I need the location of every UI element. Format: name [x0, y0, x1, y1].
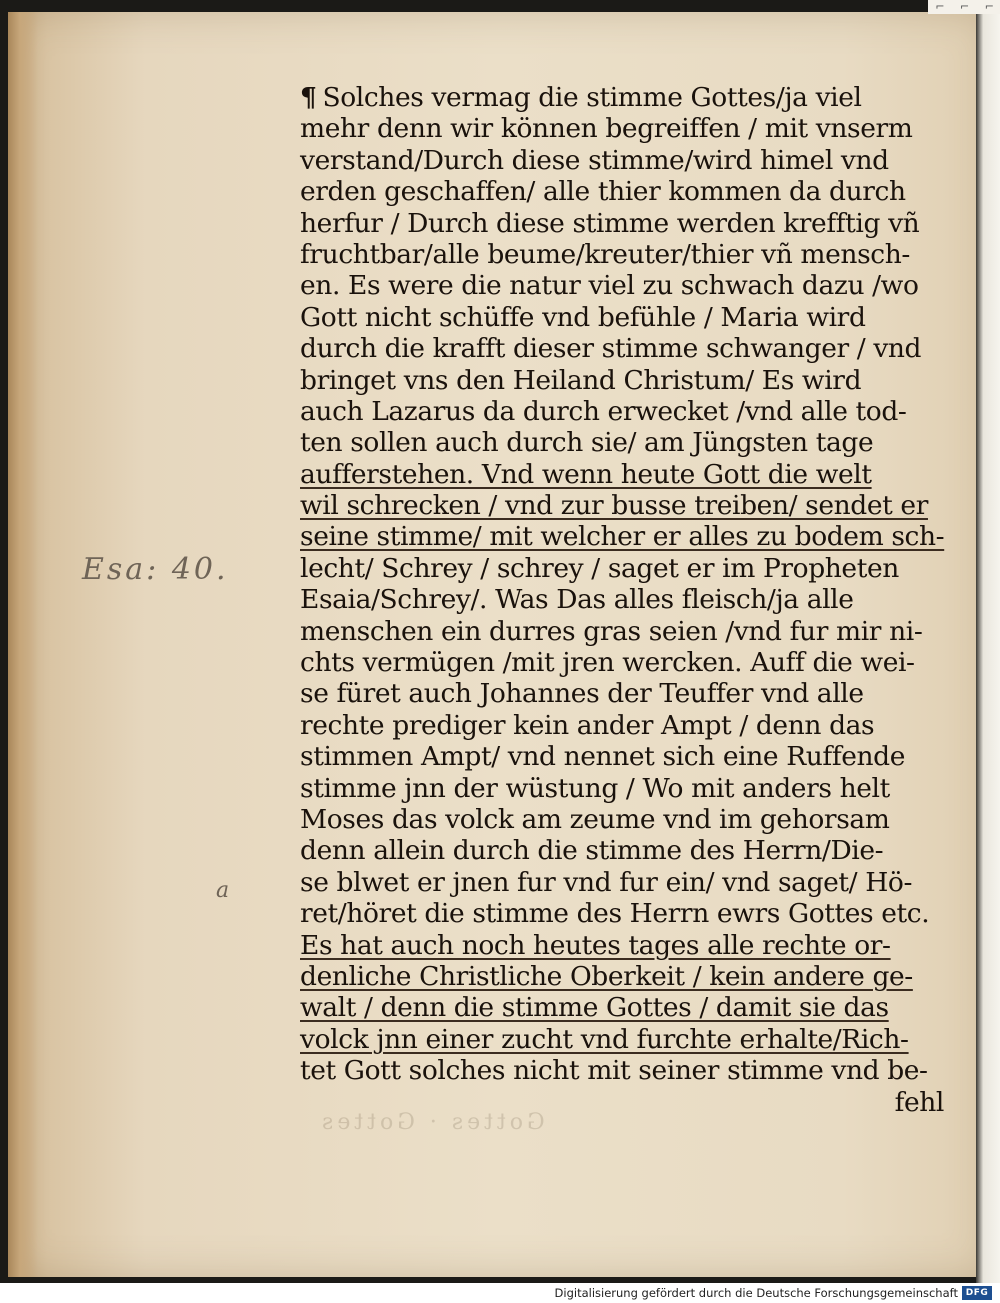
text-line: stimme jnn der wüstung / Wo mit anders helt	[300, 772, 890, 804]
catchword: fehl	[894, 1086, 944, 1118]
bleed-through-text: Gottes · Gottes	[318, 1110, 545, 1135]
text-line: ten sollen auch durch sie/ am Jüngsten tage	[300, 427, 874, 459]
text-line-underlined: wil schrecken / vnd zur busse treiben/ sendet er	[300, 490, 928, 522]
text-line-underlined: volck jnn einer zucht vnd furchte erhalte/Rich-	[300, 1023, 909, 1055]
text-line-underlined: aufferstehen. Vnd wenn heute Gott die welt	[300, 458, 872, 490]
margin-annotation: Esa: 40.	[82, 552, 229, 587]
text-line: durch die krafft dieser stimme schwanger / vnd	[300, 333, 922, 365]
scan-ruler-strip: ⌐ ⌐ ⌐	[928, 0, 1000, 14]
text-line: auch Lazarus da durch erwecket /vnd alle tod-	[300, 395, 907, 427]
text-line: stimmen Ampt/ vnd nennet sich eine Ruffende	[300, 741, 906, 773]
scan-edge-strip	[976, 14, 1000, 1283]
text-line: herfur / Durch diese stimme werden krefftig vñ	[300, 207, 920, 239]
text-line: en. Es were die natur viel zu schwach dazu /wo	[300, 270, 919, 302]
funding-credit: Digitalisierung gefördert durch die Deutsche Forschungsgemeinschaft	[554, 1286, 958, 1300]
text-line-underlined: Es hat auch noch heutes tages alle rechte or-	[300, 929, 891, 961]
page-gutter	[8, 12, 38, 1277]
text-line-underlined: denliche Christliche Oberkeit / kein andere ge-	[300, 960, 913, 992]
pilcrow-mark: ¶	[300, 82, 317, 113]
text-line: bringet vns den Heiland Christum/ Es wird	[300, 364, 862, 396]
text-line: Esaia/Schrey/. Was Das alles fleisch/ja alle	[300, 584, 854, 616]
text-line: rechte prediger kein ander Ampt / denn das	[300, 709, 875, 741]
margin-mark: a	[216, 878, 230, 903]
text-line-underlined: walt / denn die stimme Gottes / damit sie das	[300, 992, 889, 1024]
text-line: ret/höret die stimme des Herrn ewrs Gottes etc.	[300, 898, 930, 930]
text-line: se füret auch Johannes der Teuffer vnd alle	[300, 678, 864, 710]
dfg-logo-icon: DFG	[962, 1286, 992, 1300]
text-line: Gott nicht schüffe vnd befühle / Maria wird	[300, 301, 866, 333]
text-line: fruchtbar/alle beume/kreuter/thier vñ mensch-	[300, 238, 910, 270]
text-line: denn allein durch die stimme des Herrn/Die-	[300, 835, 884, 867]
text-line: lecht/ Schrey / schrey / saget er im Propheten	[300, 552, 899, 584]
body-text	[300, 82, 950, 1118]
text-line: erden geschaffen/ alle thier kommen da durch	[300, 176, 906, 208]
text-line: Moses das volck am zeume vnd im gehorsam	[300, 803, 890, 835]
text-line: ¶ Solches vermag die stimme Gottes/ja viel	[300, 82, 862, 113]
text-line: mehr denn wir können begreiffen / mit vnserm	[300, 113, 913, 145]
text-line: menschen ein durres gras seien /vnd fur mir ni-	[300, 615, 923, 647]
text-line: chts vermügen /mit jren wercken. Auff die wei-	[300, 647, 915, 679]
text-line: se blwet er jnen fur vnd fur ein/ vnd saget/ Hö-	[300, 866, 913, 898]
footer-bar	[0, 1283, 1000, 1303]
text-line: tet Gott solches nicht mit seiner stimme vnd be-	[300, 1055, 928, 1087]
text-line-underlined: seine stimme/ mit welcher er alles zu bodem sch-	[300, 521, 945, 553]
text-line: verstand/Durch diese stimme/wird himel vnd	[300, 144, 889, 176]
